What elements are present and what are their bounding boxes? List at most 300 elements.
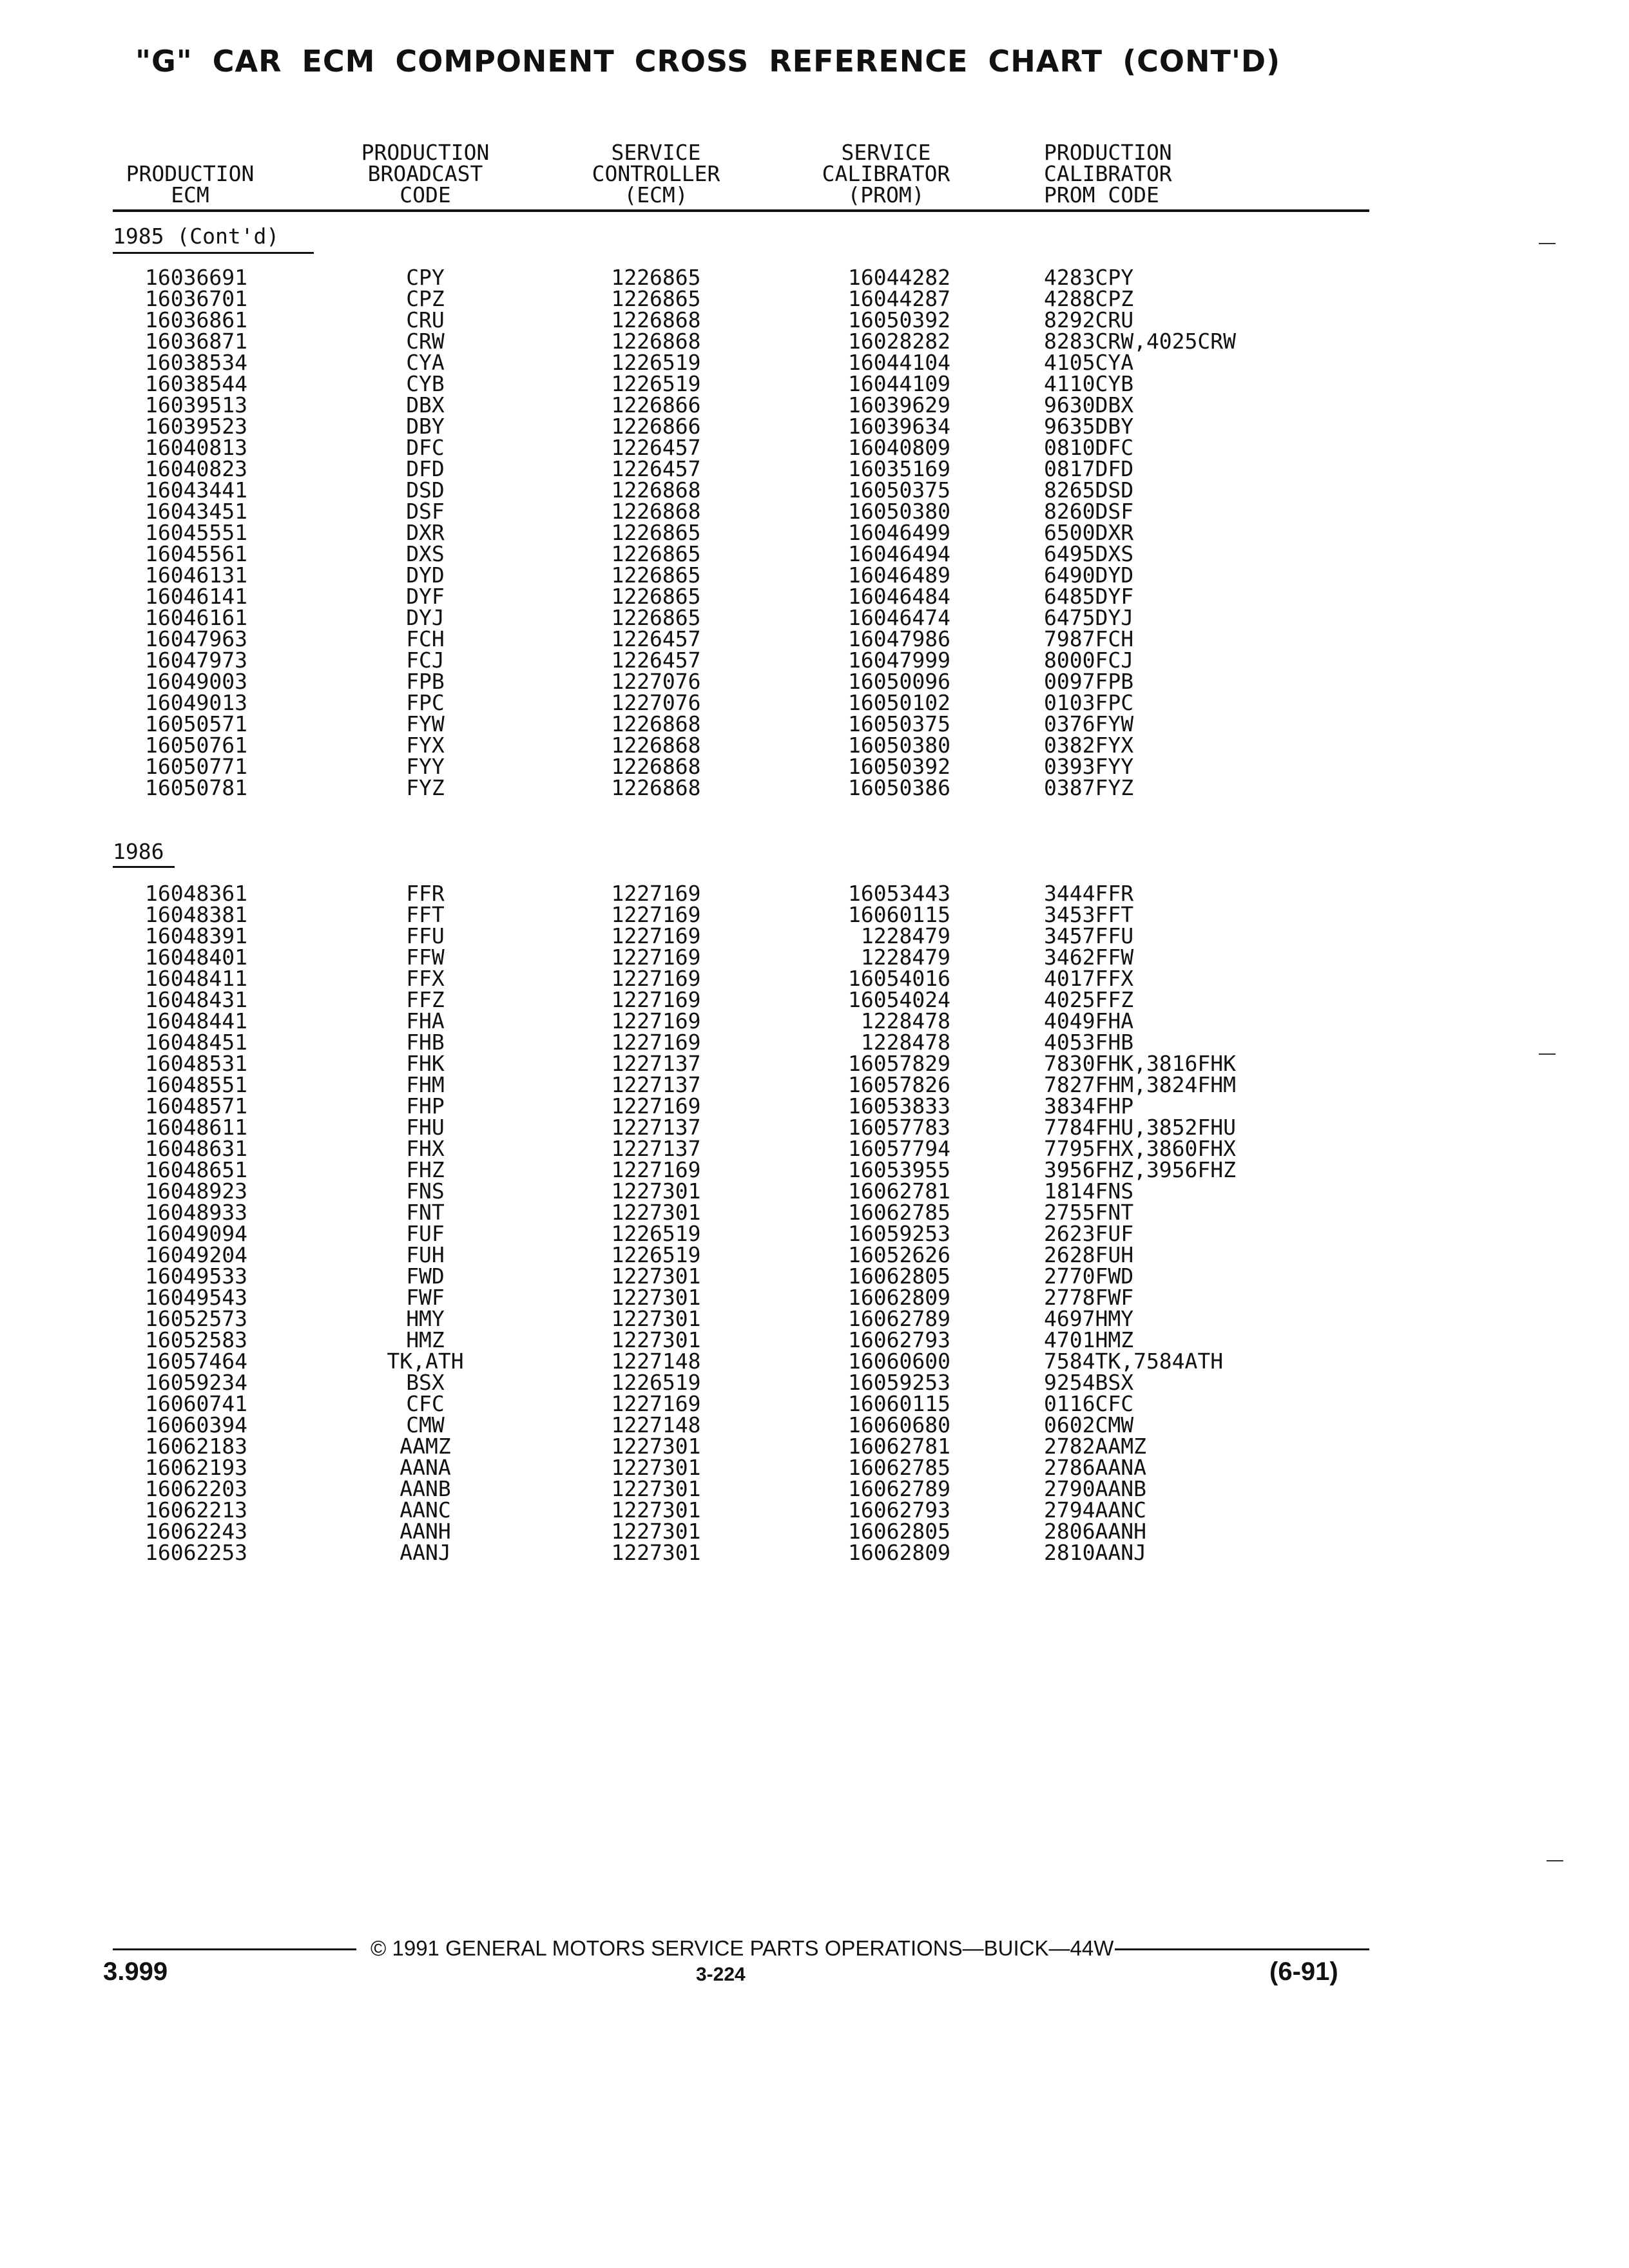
service-calibrator-cell: 16047986 — [848, 626, 950, 651]
prom-code-cell: 6495DXS — [1044, 541, 1134, 566]
service-controller-cell: 1227301 — [611, 1519, 701, 1544]
prom-code-cell: 4049FHA — [1044, 1008, 1134, 1033]
prom-code-cell: 9254BSX — [1044, 1370, 1134, 1395]
service-calibrator-cell: 1228479 — [860, 945, 950, 970]
header-line: (PROM) — [847, 182, 925, 207]
table-row — [0, 267, 1629, 288]
production-ecm-cell: 16046141 — [145, 584, 247, 609]
prom-code-cell: 7830FHK,3816FHK — [1044, 1051, 1237, 1076]
prom-code-cell: 3462FFW — [1044, 945, 1134, 970]
prom-code-cell: 4110CYB — [1044, 371, 1134, 396]
production-ecm-cell: 16049094 — [145, 1221, 247, 1246]
service-controller-cell: 1227137 — [611, 1051, 701, 1076]
prom-code-cell: 0382FYX — [1044, 733, 1134, 758]
service-controller-cell: 1226868 — [611, 775, 701, 800]
service-calibrator-cell: 16044109 — [848, 371, 950, 396]
production-ecm-cell: 16046161 — [145, 605, 247, 630]
footer-copyright: © 1991 GENERAL MOTORS SERVICE PARTS OPERATIONS—BUICK—44W — [371, 1936, 1114, 1960]
service-calibrator-cell: 16050375 — [848, 477, 950, 503]
service-calibrator-cell: 16050392 — [848, 307, 950, 332]
service-controller-cell: 1227169 — [611, 1008, 701, 1033]
production-ecm-cell: 16062253 — [145, 1540, 247, 1565]
broadcast-code-cell: FUF — [406, 1221, 445, 1246]
production-ecm-cell: 16050781 — [145, 775, 247, 800]
table-row — [0, 968, 1629, 989]
footer-page-number: 3-224 — [696, 1964, 746, 1985]
production-ecm-cell: 16049204 — [145, 1242, 247, 1267]
prom-code-cell: 8000FCJ — [1044, 648, 1134, 673]
service-controller-cell: 1226865 — [611, 265, 701, 290]
service-controller-cell: 1227169 — [611, 1030, 701, 1055]
production-ecm-cell: 16050771 — [145, 754, 247, 779]
service-controller-cell: 1227169 — [611, 945, 701, 970]
service-controller-cell: 1226865 — [611, 584, 701, 609]
service-controller-cell: 1226868 — [611, 477, 701, 503]
broadcast-code-cell: CYA — [406, 350, 445, 375]
production-ecm-cell: 16048391 — [145, 923, 247, 948]
broadcast-code-cell: DYF — [406, 584, 445, 609]
service-controller-cell: 1227169 — [611, 923, 701, 948]
service-calibrator-cell: 16040809 — [848, 435, 950, 460]
service-calibrator-cell: 16050102 — [848, 690, 950, 715]
table-row — [0, 352, 1629, 373]
broadcast-code-cell: FWF — [406, 1285, 445, 1310]
service-controller-cell: 1227301 — [611, 1476, 701, 1501]
table-row — [0, 309, 1629, 331]
prom-code-cell: 0097FPB — [1044, 669, 1134, 694]
prom-code-cell: 9630DBX — [1044, 392, 1134, 418]
broadcast-code-cell: CPY — [406, 265, 445, 290]
service-controller-cell: 1226868 — [611, 754, 701, 779]
production-ecm-cell: 16036871 — [145, 329, 247, 354]
broadcast-code-cell: DYD — [406, 562, 445, 588]
service-calibrator-cell: 16046484 — [848, 584, 950, 609]
production-ecm-cell: 16048571 — [145, 1093, 247, 1119]
prom-code-cell: 2778FWF — [1044, 1285, 1134, 1310]
prom-code-cell: 7827FHM,3824FHM — [1044, 1072, 1237, 1097]
prom-code-cell: 2790AANB — [1044, 1476, 1146, 1501]
broadcast-code-cell: AAMZ — [400, 1434, 451, 1459]
table-row — [0, 1010, 1629, 1032]
table-row — [0, 288, 1629, 309]
production-ecm-cell: 16048651 — [145, 1157, 247, 1182]
prom-code-cell: 2810AANJ — [1044, 1540, 1146, 1565]
production-ecm-cell: 16048411 — [145, 966, 247, 991]
prom-code-cell: 4025FFZ — [1044, 987, 1134, 1012]
service-controller-cell: 1227301 — [611, 1434, 701, 1459]
broadcast-code-cell: AANH — [400, 1519, 451, 1544]
service-controller-cell: 1226865 — [611, 520, 701, 545]
header-line: BROADCAST — [367, 161, 483, 186]
table-rows-1985 — [0, 267, 1629, 798]
production-ecm-cell: 16062193 — [145, 1455, 247, 1480]
table-row — [0, 1032, 1629, 1053]
header-production-ecm — [113, 163, 267, 206]
table-row — [0, 989, 1629, 1010]
prom-code-cell: 3453FFT — [1044, 902, 1134, 927]
margin-mark — [1539, 243, 1556, 244]
header-line: ECM — [171, 182, 209, 207]
service-controller-cell: 1226868 — [611, 329, 701, 354]
table-row — [0, 607, 1629, 628]
table-row — [0, 947, 1629, 968]
prom-code-cell: 7795FHX,3860FHX — [1044, 1136, 1237, 1161]
table-row — [0, 1329, 1629, 1350]
prom-code-cell: 4288CPZ — [1044, 286, 1134, 311]
service-controller-cell: 1226457 — [611, 648, 701, 673]
service-calibrator-cell: 16050380 — [848, 499, 950, 524]
service-calibrator-cell: 1228478 — [860, 1008, 950, 1033]
service-controller-cell: 1226519 — [611, 1242, 701, 1267]
table-row — [0, 564, 1629, 586]
service-calibrator-cell: 16060600 — [848, 1349, 950, 1374]
service-calibrator-cell: 1228479 — [860, 923, 950, 948]
service-controller-cell: 1227301 — [611, 1200, 701, 1225]
prom-code-cell: 0376FYW — [1044, 711, 1134, 736]
production-ecm-cell: 16036861 — [145, 307, 247, 332]
production-ecm-cell: 16038534 — [145, 350, 247, 375]
service-calibrator-cell: 16054016 — [848, 966, 950, 991]
table-row — [0, 1138, 1629, 1159]
prom-code-cell: 2806AANH — [1044, 1519, 1146, 1544]
margin-mark — [1547, 1860, 1563, 1861]
service-controller-cell: 1227301 — [611, 1327, 701, 1352]
service-calibrator-cell: 16057794 — [848, 1136, 950, 1161]
service-controller-cell: 1226457 — [611, 435, 701, 460]
table-row — [0, 1117, 1629, 1138]
service-calibrator-cell: 16057783 — [848, 1115, 950, 1140]
service-controller-cell: 1227148 — [611, 1412, 701, 1437]
service-controller-cell: 1226519 — [611, 1221, 701, 1246]
table-row — [0, 1414, 1629, 1436]
service-controller-cell: 1227169 — [611, 1391, 701, 1416]
header-rule — [113, 209, 1369, 212]
table-row — [0, 437, 1629, 458]
production-ecm-cell: 16040813 — [145, 435, 247, 460]
service-controller-cell: 1226866 — [611, 392, 701, 418]
production-ecm-cell: 16049013 — [145, 690, 247, 715]
production-ecm-cell: 16048923 — [145, 1178, 247, 1204]
margin-mark — [1539, 1053, 1556, 1055]
service-controller-cell: 1226868 — [611, 307, 701, 332]
service-controller-cell: 1226868 — [611, 711, 701, 736]
service-calibrator-cell: 16062809 — [848, 1285, 950, 1310]
prom-code-cell: 7987FCH — [1044, 626, 1134, 651]
broadcast-code-cell: FHM — [406, 1072, 445, 1097]
prom-code-cell: 0810DFC — [1044, 435, 1134, 460]
broadcast-code-cell: FHZ — [406, 1157, 445, 1182]
service-calibrator-cell: 16035169 — [848, 456, 950, 481]
section-label-1985: 1985 (Cont'd) — [113, 224, 280, 249]
service-calibrator-cell: 16028282 — [848, 329, 950, 354]
table-row — [0, 1223, 1629, 1244]
prom-code-cell: 3444FFR — [1044, 881, 1134, 906]
service-calibrator-cell: 16062805 — [848, 1519, 950, 1544]
prom-code-cell: 2623FUF — [1044, 1221, 1134, 1246]
table-row — [0, 692, 1629, 713]
service-calibrator-cell: 16052626 — [848, 1242, 950, 1267]
service-calibrator-cell: 16062781 — [848, 1178, 950, 1204]
table-row — [0, 756, 1629, 777]
service-controller-cell: 1226519 — [611, 350, 701, 375]
service-calibrator-cell: 1228478 — [860, 1030, 950, 1055]
service-controller-cell: 1227301 — [611, 1178, 701, 1204]
prom-code-cell: 2755FNT — [1044, 1200, 1134, 1225]
prom-code-cell: 4283CPY — [1044, 265, 1134, 290]
production-ecm-cell: 16036701 — [145, 286, 247, 311]
prom-code-cell: 2628FUH — [1044, 1242, 1134, 1267]
production-ecm-cell: 16048381 — [145, 902, 247, 927]
service-calibrator-cell: 16044287 — [848, 286, 950, 311]
table-row — [0, 1542, 1629, 1563]
table-row — [0, 883, 1629, 904]
production-ecm-cell: 16049533 — [145, 1264, 247, 1289]
broadcast-code-cell: FHK — [406, 1051, 445, 1076]
broadcast-code-cell: CFC — [406, 1391, 445, 1416]
service-controller-cell: 1227301 — [611, 1540, 701, 1565]
service-calibrator-cell: 16046474 — [848, 605, 950, 630]
table-row — [0, 1350, 1629, 1372]
table-row — [0, 479, 1629, 501]
service-controller-cell: 1227169 — [611, 987, 701, 1012]
table-row — [0, 522, 1629, 543]
service-calibrator-cell: 16046489 — [848, 562, 950, 588]
production-ecm-cell: 16059234 — [145, 1370, 247, 1395]
table-row — [0, 1074, 1629, 1095]
footer-rule-right — [1115, 1948, 1369, 1950]
table-row — [0, 1393, 1629, 1414]
production-ecm-cell: 16046131 — [145, 562, 247, 588]
prom-code-cell: 3956FHZ,3956FHZ — [1044, 1157, 1237, 1182]
service-calibrator-cell: 16062789 — [848, 1306, 950, 1331]
service-controller-cell: 1227137 — [611, 1072, 701, 1097]
table-row — [0, 671, 1629, 692]
service-controller-cell: 1227301 — [611, 1264, 701, 1289]
broadcast-code-cell: FNT — [406, 1200, 445, 1225]
broadcast-code-cell: FFZ — [406, 987, 445, 1012]
broadcast-code-cell: FHP — [406, 1093, 445, 1119]
broadcast-code-cell: TK,ATH — [387, 1349, 464, 1374]
broadcast-code-cell: FYZ — [406, 775, 445, 800]
broadcast-code-cell: FHU — [406, 1115, 445, 1140]
section-underline — [113, 866, 175, 868]
table-row — [0, 394, 1629, 416]
service-controller-cell: 1227076 — [611, 690, 701, 715]
header-line: PRODUCTION — [1044, 140, 1172, 165]
production-ecm-cell: 16062213 — [145, 1497, 247, 1523]
service-controller-cell: 1227301 — [611, 1306, 701, 1331]
table-row — [0, 1244, 1629, 1265]
prom-code-cell: 0103FPC — [1044, 690, 1134, 715]
table-row — [0, 649, 1629, 671]
prom-code-cell: 4105CYA — [1044, 350, 1134, 375]
service-calibrator-cell: 16057829 — [848, 1051, 950, 1076]
header-line: CALIBRATOR — [1044, 161, 1172, 186]
broadcast-code-cell: DXR — [406, 520, 445, 545]
service-controller-cell: 1226865 — [611, 605, 701, 630]
table-row — [0, 501, 1629, 522]
service-controller-cell: 1227301 — [611, 1497, 701, 1523]
service-controller-cell: 1226865 — [611, 541, 701, 566]
service-calibrator-cell: 16039629 — [848, 392, 950, 418]
header-line: SERVICE — [841, 140, 931, 165]
service-calibrator-cell: 16044104 — [848, 350, 950, 375]
broadcast-code-cell: CPZ — [406, 286, 445, 311]
prom-code-cell: 0393FYY — [1044, 754, 1134, 779]
service-calibrator-cell: 16062785 — [848, 1455, 950, 1480]
broadcast-code-cell: FNS — [406, 1178, 445, 1204]
footer-section-number: 3.999 — [103, 1957, 168, 1986]
service-calibrator-cell: 16062793 — [848, 1497, 950, 1523]
table-row — [0, 373, 1629, 394]
production-ecm-cell: 16039513 — [145, 392, 247, 418]
header-line: CALIBRATOR — [822, 161, 950, 186]
table-row — [0, 1180, 1629, 1202]
prom-code-cell: 6500DXR — [1044, 520, 1134, 545]
prom-code-cell: 4697HMY — [1044, 1306, 1134, 1331]
production-ecm-cell: 16050761 — [145, 733, 247, 758]
service-controller-cell: 1227169 — [611, 881, 701, 906]
broadcast-code-cell: BSX — [406, 1370, 445, 1395]
broadcast-code-cell: FFT — [406, 902, 445, 927]
broadcast-code-cell: FCH — [406, 626, 445, 651]
production-ecm-cell: 16048451 — [145, 1030, 247, 1055]
service-calibrator-cell: 16062805 — [848, 1264, 950, 1289]
prom-code-cell: 0387FYZ — [1044, 775, 1134, 800]
table-row — [0, 1372, 1629, 1393]
production-ecm-cell: 16048631 — [145, 1136, 247, 1161]
production-ecm-cell: 16049543 — [145, 1285, 247, 1310]
broadcast-code-cell: FHA — [406, 1008, 445, 1033]
header-line: PROM CODE — [1044, 182, 1159, 207]
broadcast-code-cell: FPB — [406, 669, 445, 694]
table-row — [0, 458, 1629, 479]
service-calibrator-cell: 16053955 — [848, 1157, 950, 1182]
prom-code-cell: 8292CRU — [1044, 307, 1134, 332]
broadcast-code-cell: DFD — [406, 456, 445, 481]
service-controller-cell: 1226457 — [611, 626, 701, 651]
prom-code-cell: 8265DSD — [1044, 477, 1134, 503]
prom-code-cell: 0817DFD — [1044, 456, 1134, 481]
table-row — [0, 331, 1629, 352]
broadcast-code-cell: FYX — [406, 733, 445, 758]
service-controller-cell: 1227301 — [611, 1285, 701, 1310]
production-ecm-cell: 16057464 — [145, 1349, 247, 1374]
service-calibrator-cell: 16053833 — [848, 1093, 950, 1119]
prom-code-cell: 8283CRW,4025CRW — [1044, 329, 1237, 354]
production-ecm-cell: 16062183 — [145, 1434, 247, 1459]
production-ecm-cell: 16048933 — [145, 1200, 247, 1225]
service-calibrator-cell: 16053443 — [848, 881, 950, 906]
footer-date-code: (6-91) — [1269, 1957, 1338, 1986]
broadcast-code-cell: FYW — [406, 711, 445, 736]
header-line: SERVICE — [611, 140, 701, 165]
service-controller-cell: 1226457 — [611, 456, 701, 481]
service-controller-cell: 1226868 — [611, 733, 701, 758]
broadcast-code-cell: AANA — [400, 1455, 451, 1480]
table-row — [0, 1159, 1629, 1180]
broadcast-code-cell: FPC — [406, 690, 445, 715]
prom-code-cell: 0602CMW — [1044, 1412, 1134, 1437]
table-row — [0, 1053, 1629, 1074]
broadcast-code-cell: CRW — [406, 329, 445, 354]
table-row — [0, 1265, 1629, 1287]
service-calibrator-cell: 16059253 — [848, 1221, 950, 1246]
table-row — [0, 1202, 1629, 1223]
broadcast-code-cell: DSD — [406, 477, 445, 503]
broadcast-code-cell: FYY — [406, 754, 445, 779]
header-line: PRODUCTION — [361, 140, 490, 165]
production-ecm-cell: 16048361 — [145, 881, 247, 906]
service-controller-cell: 1227169 — [611, 966, 701, 991]
production-ecm-cell: 16062203 — [145, 1476, 247, 1501]
prom-code-cell: 4053FHB — [1044, 1030, 1134, 1055]
service-controller-cell: 1227137 — [611, 1115, 701, 1140]
table-row — [0, 925, 1629, 947]
production-ecm-cell: 16060394 — [145, 1412, 247, 1437]
production-ecm-cell: 16048611 — [145, 1115, 247, 1140]
service-calibrator-cell: 16046499 — [848, 520, 950, 545]
header-line: CONTROLLER — [592, 161, 720, 186]
table-row — [0, 1287, 1629, 1308]
header-line: (ECM) — [624, 182, 688, 207]
service-calibrator-cell: 16050392 — [848, 754, 950, 779]
service-calibrator-cell: 16050386 — [848, 775, 950, 800]
prom-code-cell: 7584TK,7584ATH — [1044, 1349, 1224, 1374]
production-ecm-cell: 16060741 — [145, 1391, 247, 1416]
service-calibrator-cell: 16062781 — [848, 1434, 950, 1459]
service-calibrator-cell: 16039634 — [848, 414, 950, 439]
table-row — [0, 777, 1629, 798]
production-ecm-cell: 16040823 — [145, 456, 247, 481]
broadcast-code-cell: FFX — [406, 966, 445, 991]
production-ecm-cell: 16045551 — [145, 520, 247, 545]
table-row — [0, 1436, 1629, 1457]
service-controller-cell: 1227169 — [611, 1093, 701, 1119]
table-row — [0, 586, 1629, 607]
footer-rule-left — [113, 1948, 356, 1950]
production-ecm-cell: 16039523 — [145, 414, 247, 439]
table-row — [0, 1308, 1629, 1329]
service-calibrator-cell: 16050096 — [848, 669, 950, 694]
header-line: PRODUCTION — [126, 161, 255, 186]
prom-code-cell: 1814FNS — [1044, 1178, 1134, 1204]
table-row — [0, 1095, 1629, 1117]
service-calibrator-cell: 16047999 — [848, 648, 950, 673]
prom-code-cell: 2782AAMZ — [1044, 1434, 1146, 1459]
service-controller-cell: 1227137 — [611, 1136, 701, 1161]
table-row — [0, 416, 1629, 437]
prom-code-cell: 6475DYJ — [1044, 605, 1134, 630]
broadcast-code-cell: CRU — [406, 307, 445, 332]
service-controller-cell: 1227169 — [611, 1157, 701, 1182]
production-ecm-cell: 16048551 — [145, 1072, 247, 1097]
prom-code-cell: 2770FWD — [1044, 1264, 1134, 1289]
production-ecm-cell: 16049003 — [145, 669, 247, 694]
broadcast-code-cell: FWD — [406, 1264, 445, 1289]
service-calibrator-cell: 16044282 — [848, 265, 950, 290]
broadcast-code-cell: DFC — [406, 435, 445, 460]
page-title: "G" CAR ECM COMPONENT CROSS REFERENCE CHART (CONT'D) — [135, 44, 1281, 79]
production-ecm-cell: 16038544 — [145, 371, 247, 396]
header-broadcast-code — [335, 142, 516, 206]
service-calibrator-cell: 16062785 — [848, 1200, 950, 1225]
service-calibrator-cell: 16050380 — [848, 733, 950, 758]
production-ecm-cell: 16043441 — [145, 477, 247, 503]
prom-code-cell: 4701HMZ — [1044, 1327, 1134, 1352]
table-row — [0, 1478, 1629, 1499]
prom-code-cell: 8260DSF — [1044, 499, 1134, 524]
